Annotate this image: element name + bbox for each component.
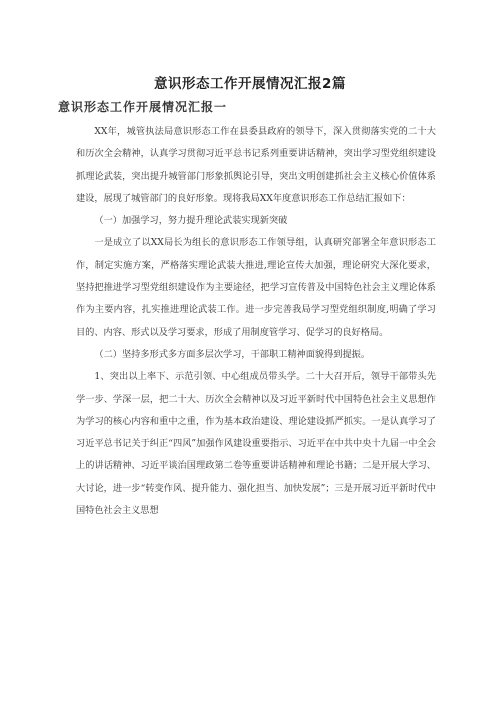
section-heading: 意识形态工作开展情况汇报一 [58,100,228,114]
paragraph-lead-by-example: 1、突出以上率下、示范引领、中心组成员带头学。二十大召开后，领导干部带头先学一步、学深一层，把二十大、历次全会精神以及习近平新时代中国特色社会主义思想作为学习的核心内容和重中之重，作为基本政治建设、理论建设抓严抓实。一是认真学习了习近平总书记关于纠正“四风”加强作风建设重要指示、习近平在中共中央十九届一中全会上的讲话精神、习近平谈治国理政第二卷等重要讲话精神和理论书籍；二是开展大学习、大讨论，进一步“转变作风、提升能力、强化担当、加快发展”；三是开展习近平新时代中国特色社会主义思想 [76,371,436,517]
paragraph-leadership: 一是成立了以XX局长为组长的意识形态工作领导组，认真研究部署全年意识形态工作，制定实施方案，严格落实理论武装大推进,理论宣传大加强，理论研究大深化要求，坚持把推进学习型党组织建设作为主要途径，把学习宣传普及中国特色社会主义理论体系作为主要内容，扎实推进理论武装工作。进一步完善我局学习型党组织制度,明确了学习目的、内容、形式以及学习要求，形成了用制度管学习、促学习的良好格局。 [76,237,436,338]
document-body [76,121,436,522]
subheading-study: （一）加强学习，努力提升理论武装实现新突破 [94,215,288,227]
subheading-multiform-study: （二）坚持多形式多方面多层次学习，干部职工精神面貌得到提振。 [94,348,371,360]
paragraph-intro: XX年，城管执法局意识形态工作在县委县政府的领导下，深入贯彻落实党的二十大和历次全会精神，认真学习贯彻习近平总书记系列重要讲话精神，突出学习型党组织建设抓理论武装，突出提升城管部门形象抓舆论引导，突出文明创建抓社会主义核心价值体系建设，展现了城管部门的良好形象。现将我局XX年度意识形态工作总结汇报如下： [76,126,436,204]
document-title: 意识形态工作开展情况汇报2篇 [154,76,346,92]
